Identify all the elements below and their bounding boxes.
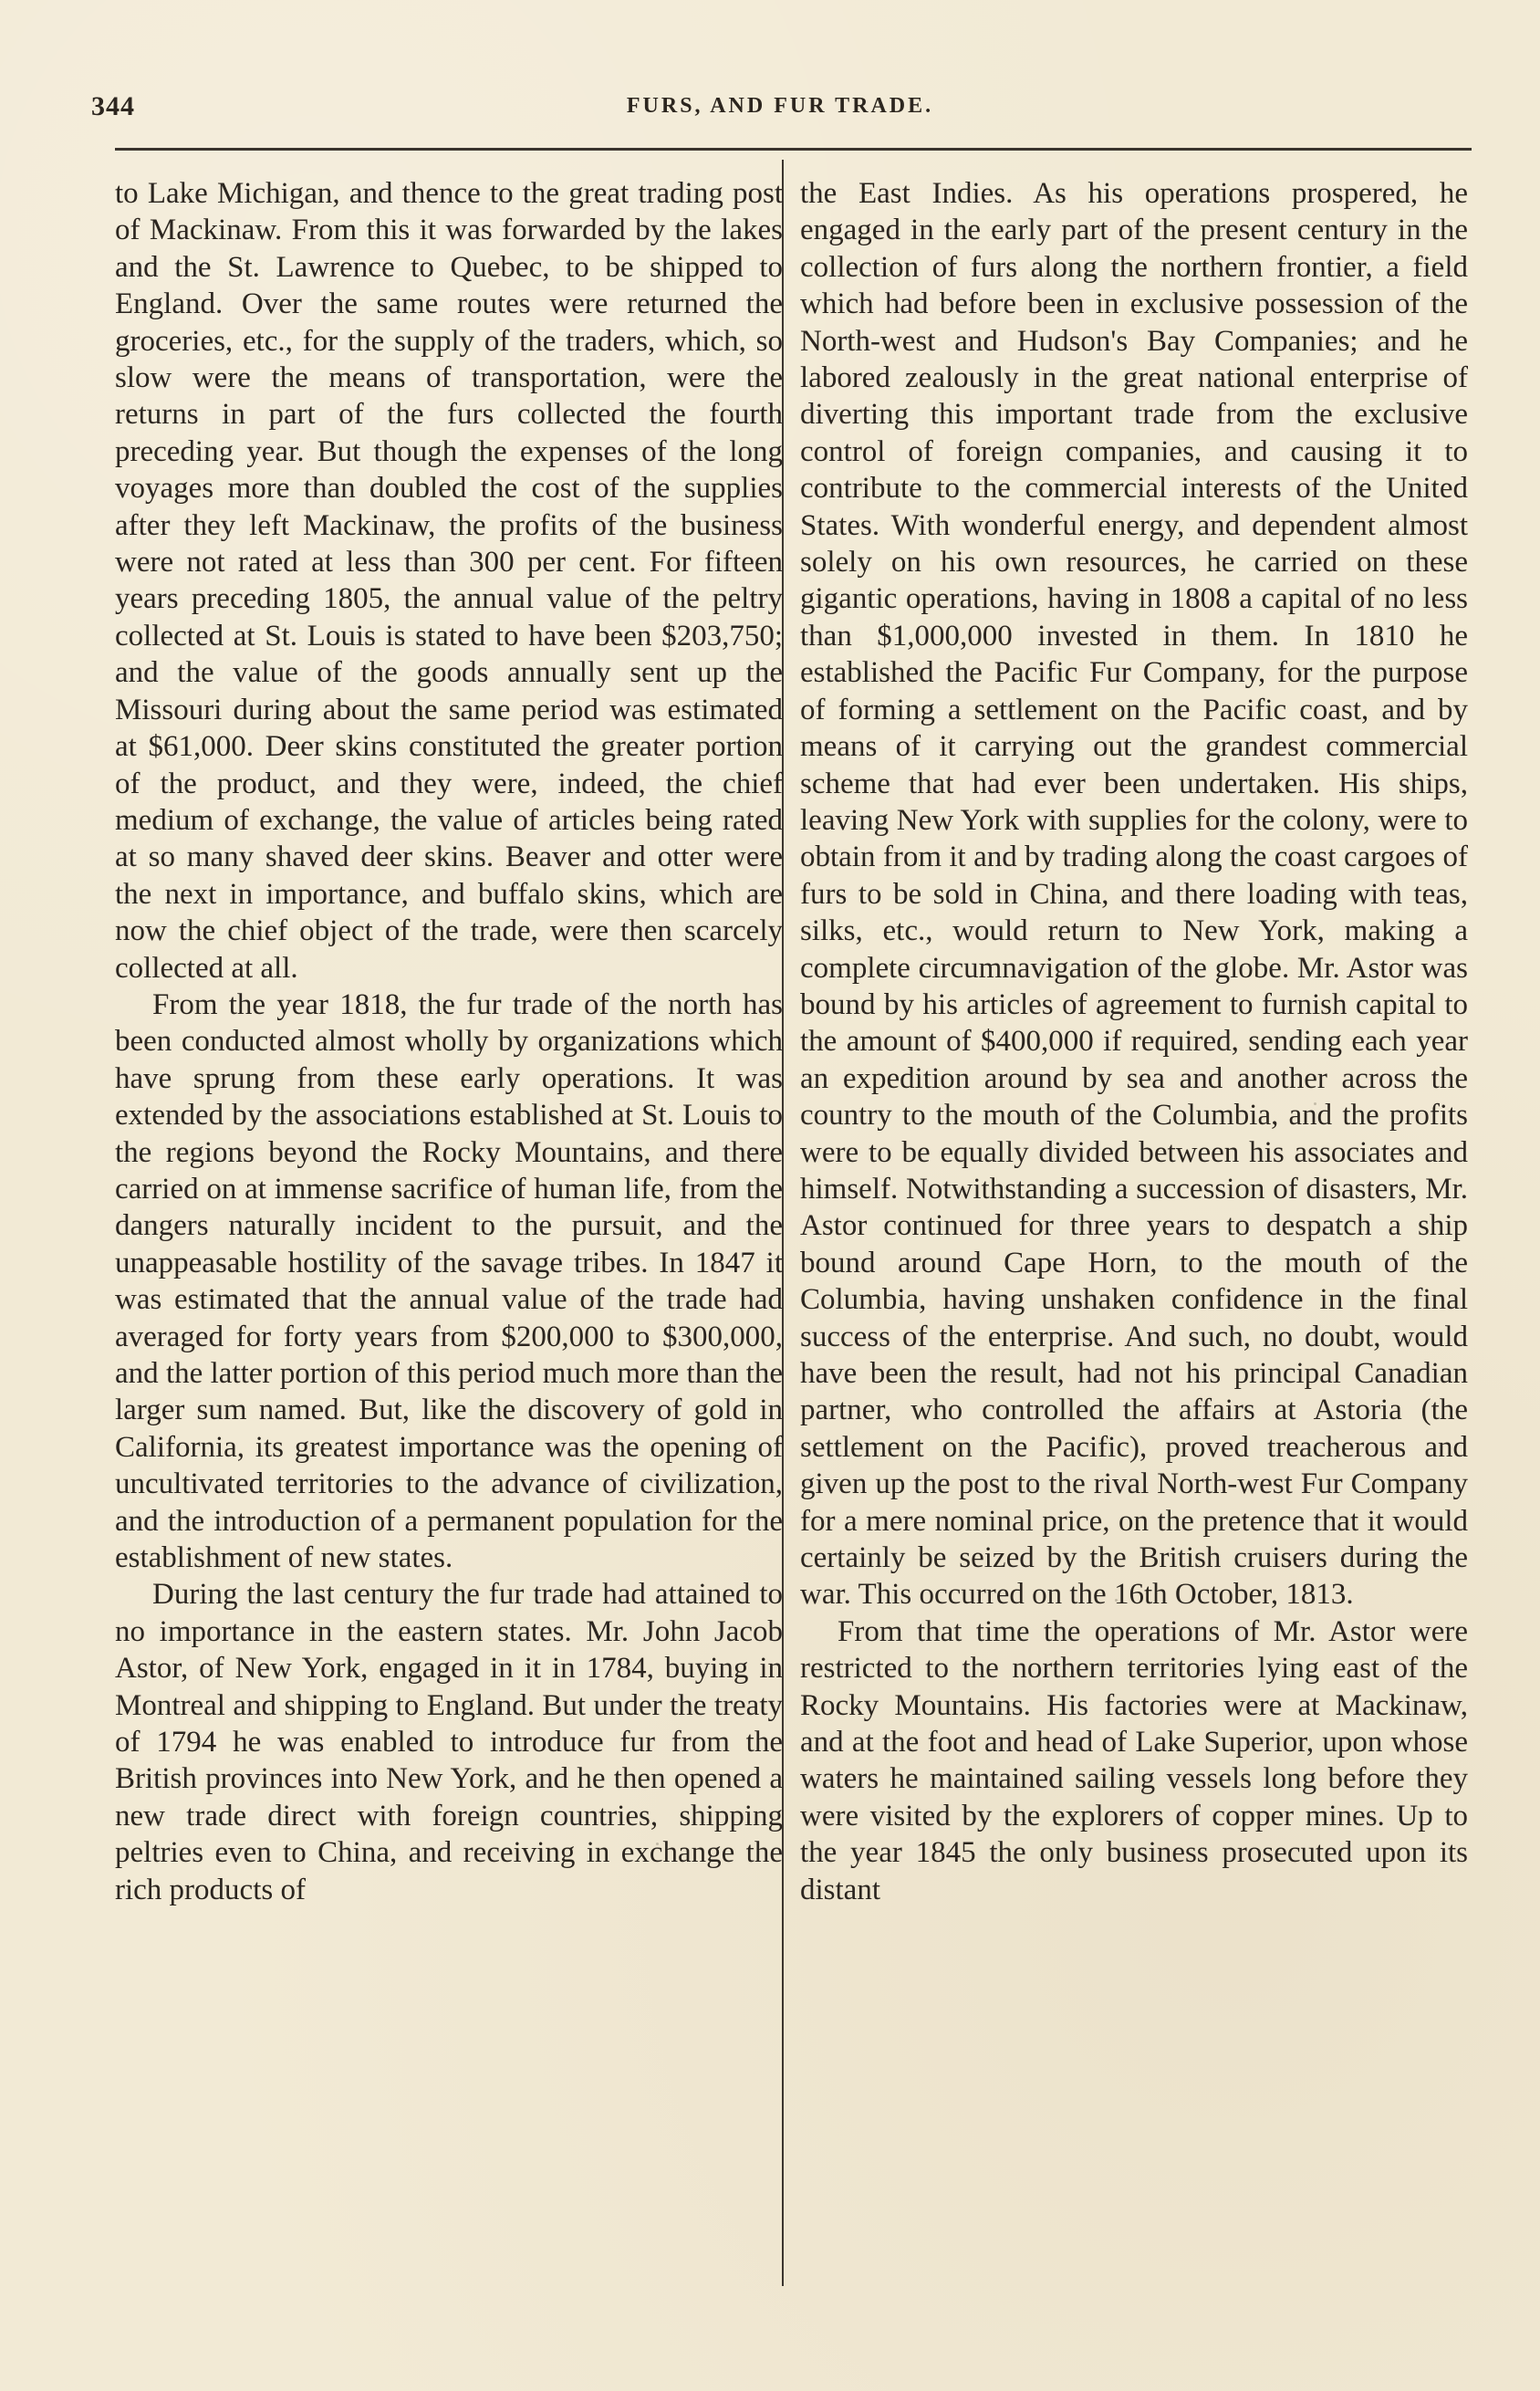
left-paragraph-1: to Lake Michigan, and thence to the great trading post of Mackinaw. From this it was forwarded by the lakes and the St. Lawrence to Quebec, to be shipped to England. Over the same routes were returned the groceries, etc., for the supply of the traders, which, so slow were the means of transportation, were the returns in part of the furs collected the fourth preceding year. But though the expenses of the long voyages more than doubled the cost of the supplies after they left Mackinaw, the profits of the business were not rated at less than 300 per cent. For fifteen years preceding 1805, the annual value of the peltry collected at St. Louis is stated to have been $203,750; and the value of the goods annually sent up the Missouri during about the same period was estimated at $61,000. Deer skins constituted the greater portion of the product, and they were, indeed, the chief medium of exchange, the value of articles being rated at so many shaved deer skins. Beaver and otter were the next in importance, and buffalo skins, which are now the chief object of the trade, were then scarcely collected at all. — [115, 177, 783, 985]
left-column — [115, 175, 783, 1908]
paper-speck — [1314, 1102, 1316, 1105]
paper-speck — [656, 1843, 659, 1845]
left-paragraph-2: From the year 1818, the fur trade of the north has been conducted almost wholly by organizations which have sprung from these early operations. It was extended by the associations established at St. Louis to the regions beyond the Rocky Mountains, and there carried on at immense sacrifice of human life, from the dangers naturally incident to the pursuit, and the unappeasable hostility of the savage tribes. In 1847 it was estimated that the annual value of the trade had averaged for forty years from $200,000 to $300,000, and the latter portion of this period much more than the larger sum named. But, like the discovery of gold in California, its greatest importance was the opening of uncultivated territories to the advance of civilization, and the introduction of a permanent population for the establishment of new states. — [115, 987, 783, 1575]
page-number: 344 — [91, 91, 135, 121]
running-head-title: FURS, AND FUR TRADE. — [626, 94, 934, 118]
right-column — [800, 175, 1468, 1908]
header-rule — [115, 148, 1472, 151]
running-head — [91, 91, 1469, 133]
left-paragraph-3: During the last century the fur trade had attained to no importance in the eastern states. Mr. John Jacob Astor, of New York, engaged in it in 1784, buying in Montreal and shipping to England. But under the treaty of 1794 he was enabled to introduce fur from the British provinces into New York, and he then opened a new trade direct with foreign countries, shipping peltries even to China, and receiving in exchange the rich products of — [115, 1578, 783, 1906]
right-paragraph-2: From that time the operations of Mr. Astor were restricted to the northern territories lying east of the Rocky Mountains. His factories were at Mackinaw, and at the foot and head of Lake Superior, upon whose waters he maintained sailing vessels long before they were visited by the explorers of copper mines. Up to the year 1845 the only business prosecuted upon its distant — [800, 1614, 1468, 1906]
paper-speck — [1115, 1599, 1118, 1602]
right-paragraph-1: the East Indies. As his operations prospered, he engaged in the early part of the present century in the collection of furs along the northern frontier, a field which had before been in exclusive possession of the North-west and Hudson's Bay Companies; and he labored zealously in the great national enterprise of diverting this important trade from the exclusive control of foreign companies, and causing it to contribute to the commercial interests of the United States. With wonderful energy, and dependent almost solely on his own resources, he carried on these gigantic operations, having in 1808 a capital of no less than $1,000,000 invested in them. In 1810 he established the Pacific Fur Company, for the purpose of forming a settlement on the Pacific coast, and by means of it carrying out the grandest commercial scheme that had ever been undertaken. His ships, leaving New York with supplies for the colony, were to obtain from it and by trading along the coast cargoes of furs to be sold in China, and there loading with teas, silks, etc., would return to New York, making a complete circumnavigation of the globe. Mr. Astor was bound by his articles of agreement to furnish capital to the amount of $400,000 if required, sending each year an expedition around by sea and another across the country to the mouth of the Columbia, and the profits were to be equally divided between his associates and himself. Notwithstanding a succession of disasters, Mr. Astor continued for three years to despatch a ship bound around Cape Horn, to the mouth of the Columbia, having unshaken confidence in the final success of the enterprise. And such, no doubt, would have been the result, had not his principal Canadian partner, who controlled the affairs at Astoria (the settlement on the Pacific), proved treacherous and given up the post to the rival North-west Fur Company for a mere nominal price, on the pretence that it would certainly be seized by the British cruisers during the war. This occurred on the 16th October, 1813. — [800, 177, 1468, 1612]
